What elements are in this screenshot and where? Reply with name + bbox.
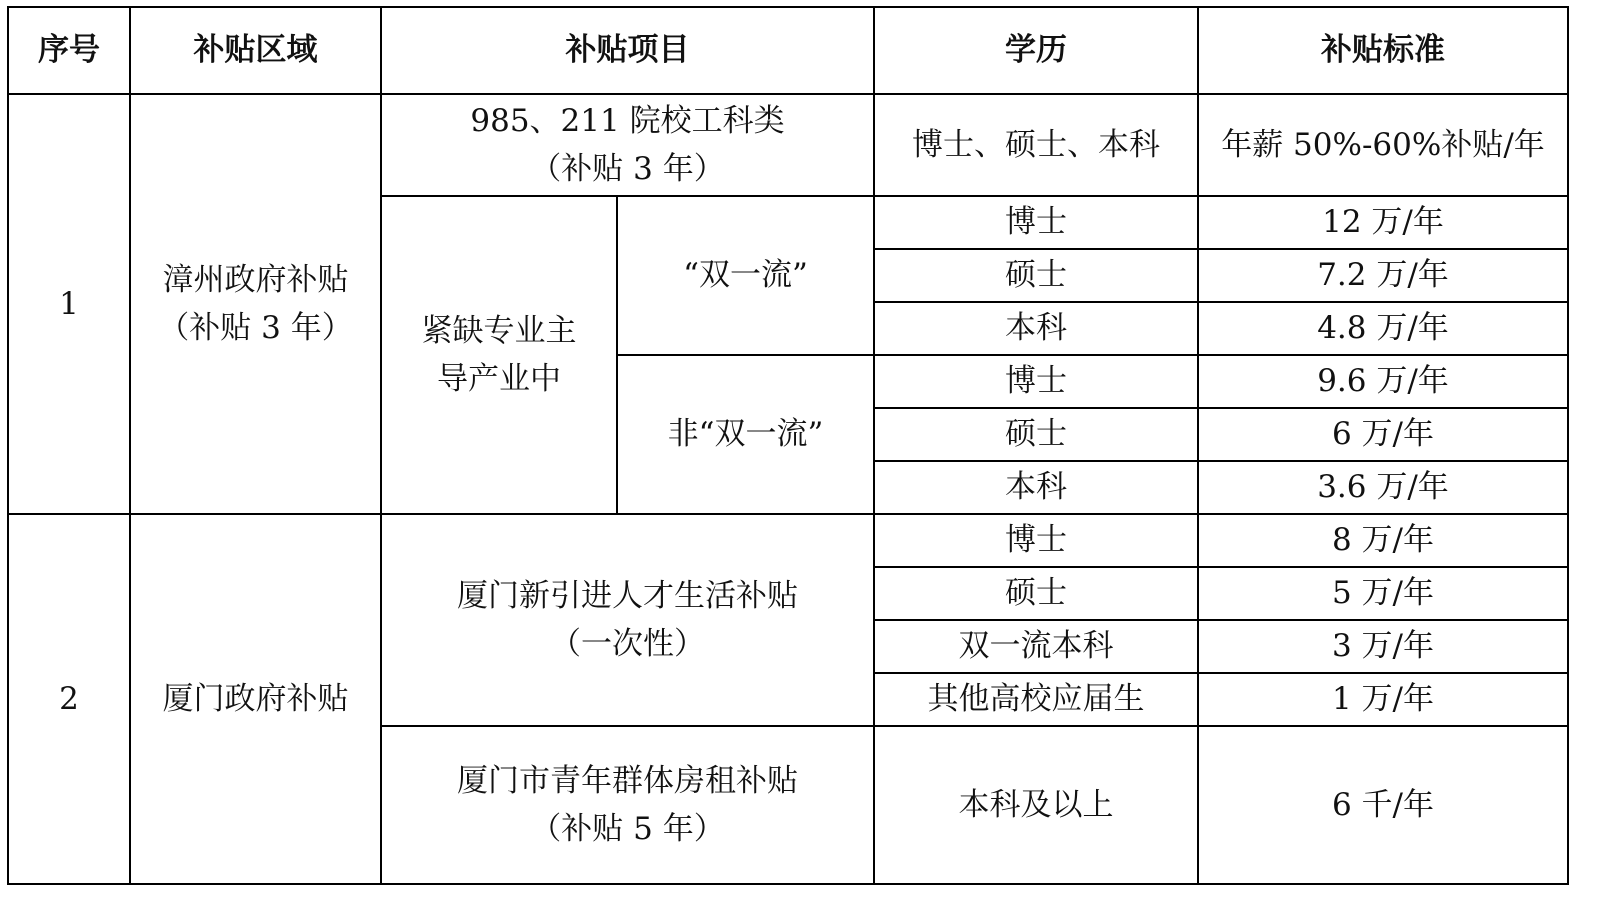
education-cell: 本科及以上 xyxy=(874,726,1198,884)
education-cell: 博士 xyxy=(874,196,1198,249)
header-standard: 补贴标准 xyxy=(1198,7,1568,94)
project-xiamen-living-subsidy xyxy=(381,514,874,726)
subcategory-double-first-class: “双一流” xyxy=(617,196,874,355)
subsidy-table xyxy=(7,6,1569,885)
education-cell: 本科 xyxy=(874,302,1198,355)
project-living-line1: 厦门新引进人才生活补贴 xyxy=(457,577,798,614)
standard-cell: 8 万/年 xyxy=(1198,514,1568,567)
project-rent-line2: （补贴 5 年） xyxy=(530,811,725,847)
project-985-line2: （补贴 3 年） xyxy=(530,151,725,187)
project-rent-line1: 厦门市青年群体房租补贴 xyxy=(457,762,798,799)
standard-cell: 9.6 万/年 xyxy=(1198,355,1568,408)
table-row xyxy=(8,94,1568,196)
education-cell: 双一流本科 xyxy=(874,620,1198,673)
standard-cell: 年薪 50%-60%补贴/年 xyxy=(1198,94,1568,196)
standard-cell: 5 万/年 xyxy=(1198,567,1568,620)
standard-cell: 3.6 万/年 xyxy=(1198,461,1568,514)
table-row xyxy=(8,514,1568,567)
region-zhangzhou-line1: 漳州政府补贴 xyxy=(162,261,349,298)
standard-cell: 1 万/年 xyxy=(1198,673,1568,726)
education-cell: 博士 xyxy=(874,514,1198,567)
region-xiamen: 厦门政府补贴 xyxy=(130,514,381,884)
project-living-line2: （一次性） xyxy=(550,626,705,662)
standard-cell: 6 万/年 xyxy=(1198,408,1568,461)
region-zhangzhou xyxy=(130,94,381,514)
standard-cell: 12 万/年 xyxy=(1198,196,1568,249)
project-shortage-line1: 紧缺专业主 xyxy=(421,312,577,349)
subcategory-non-double-first-class: 非“双一流” xyxy=(617,355,874,514)
standard-cell: 4.8 万/年 xyxy=(1198,302,1568,355)
education-cell: 博士、硕士、本科 xyxy=(874,94,1198,196)
project-shortage-line2: 导产业中 xyxy=(437,361,561,397)
standard-cell: 7.2 万/年 xyxy=(1198,249,1568,302)
row-index-2: 2 xyxy=(8,514,130,884)
header-education: 学历 xyxy=(874,7,1198,94)
project-shortage-major xyxy=(381,196,617,514)
education-cell: 其他高校应届生 xyxy=(874,673,1198,726)
table-header-row xyxy=(8,7,1568,94)
standard-cell: 6 千/年 xyxy=(1198,726,1568,884)
header-index: 序号 xyxy=(8,7,130,94)
project-985-211 xyxy=(381,94,874,196)
education-cell: 本科 xyxy=(874,461,1198,514)
education-cell: 硕士 xyxy=(874,567,1198,620)
education-cell: 硕士 xyxy=(874,408,1198,461)
project-xiamen-rent-subsidy xyxy=(381,726,874,884)
standard-cell: 3 万/年 xyxy=(1198,620,1568,673)
education-cell: 博士 xyxy=(874,355,1198,408)
education-cell: 硕士 xyxy=(874,249,1198,302)
header-project: 补贴项目 xyxy=(381,7,874,94)
row-index-1: 1 xyxy=(8,94,130,514)
region-zhangzhou-line2: （补贴 3 年） xyxy=(158,310,353,346)
header-region: 补贴区域 xyxy=(130,7,381,94)
project-985-line1: 985、211 院校工科类 xyxy=(470,102,785,139)
